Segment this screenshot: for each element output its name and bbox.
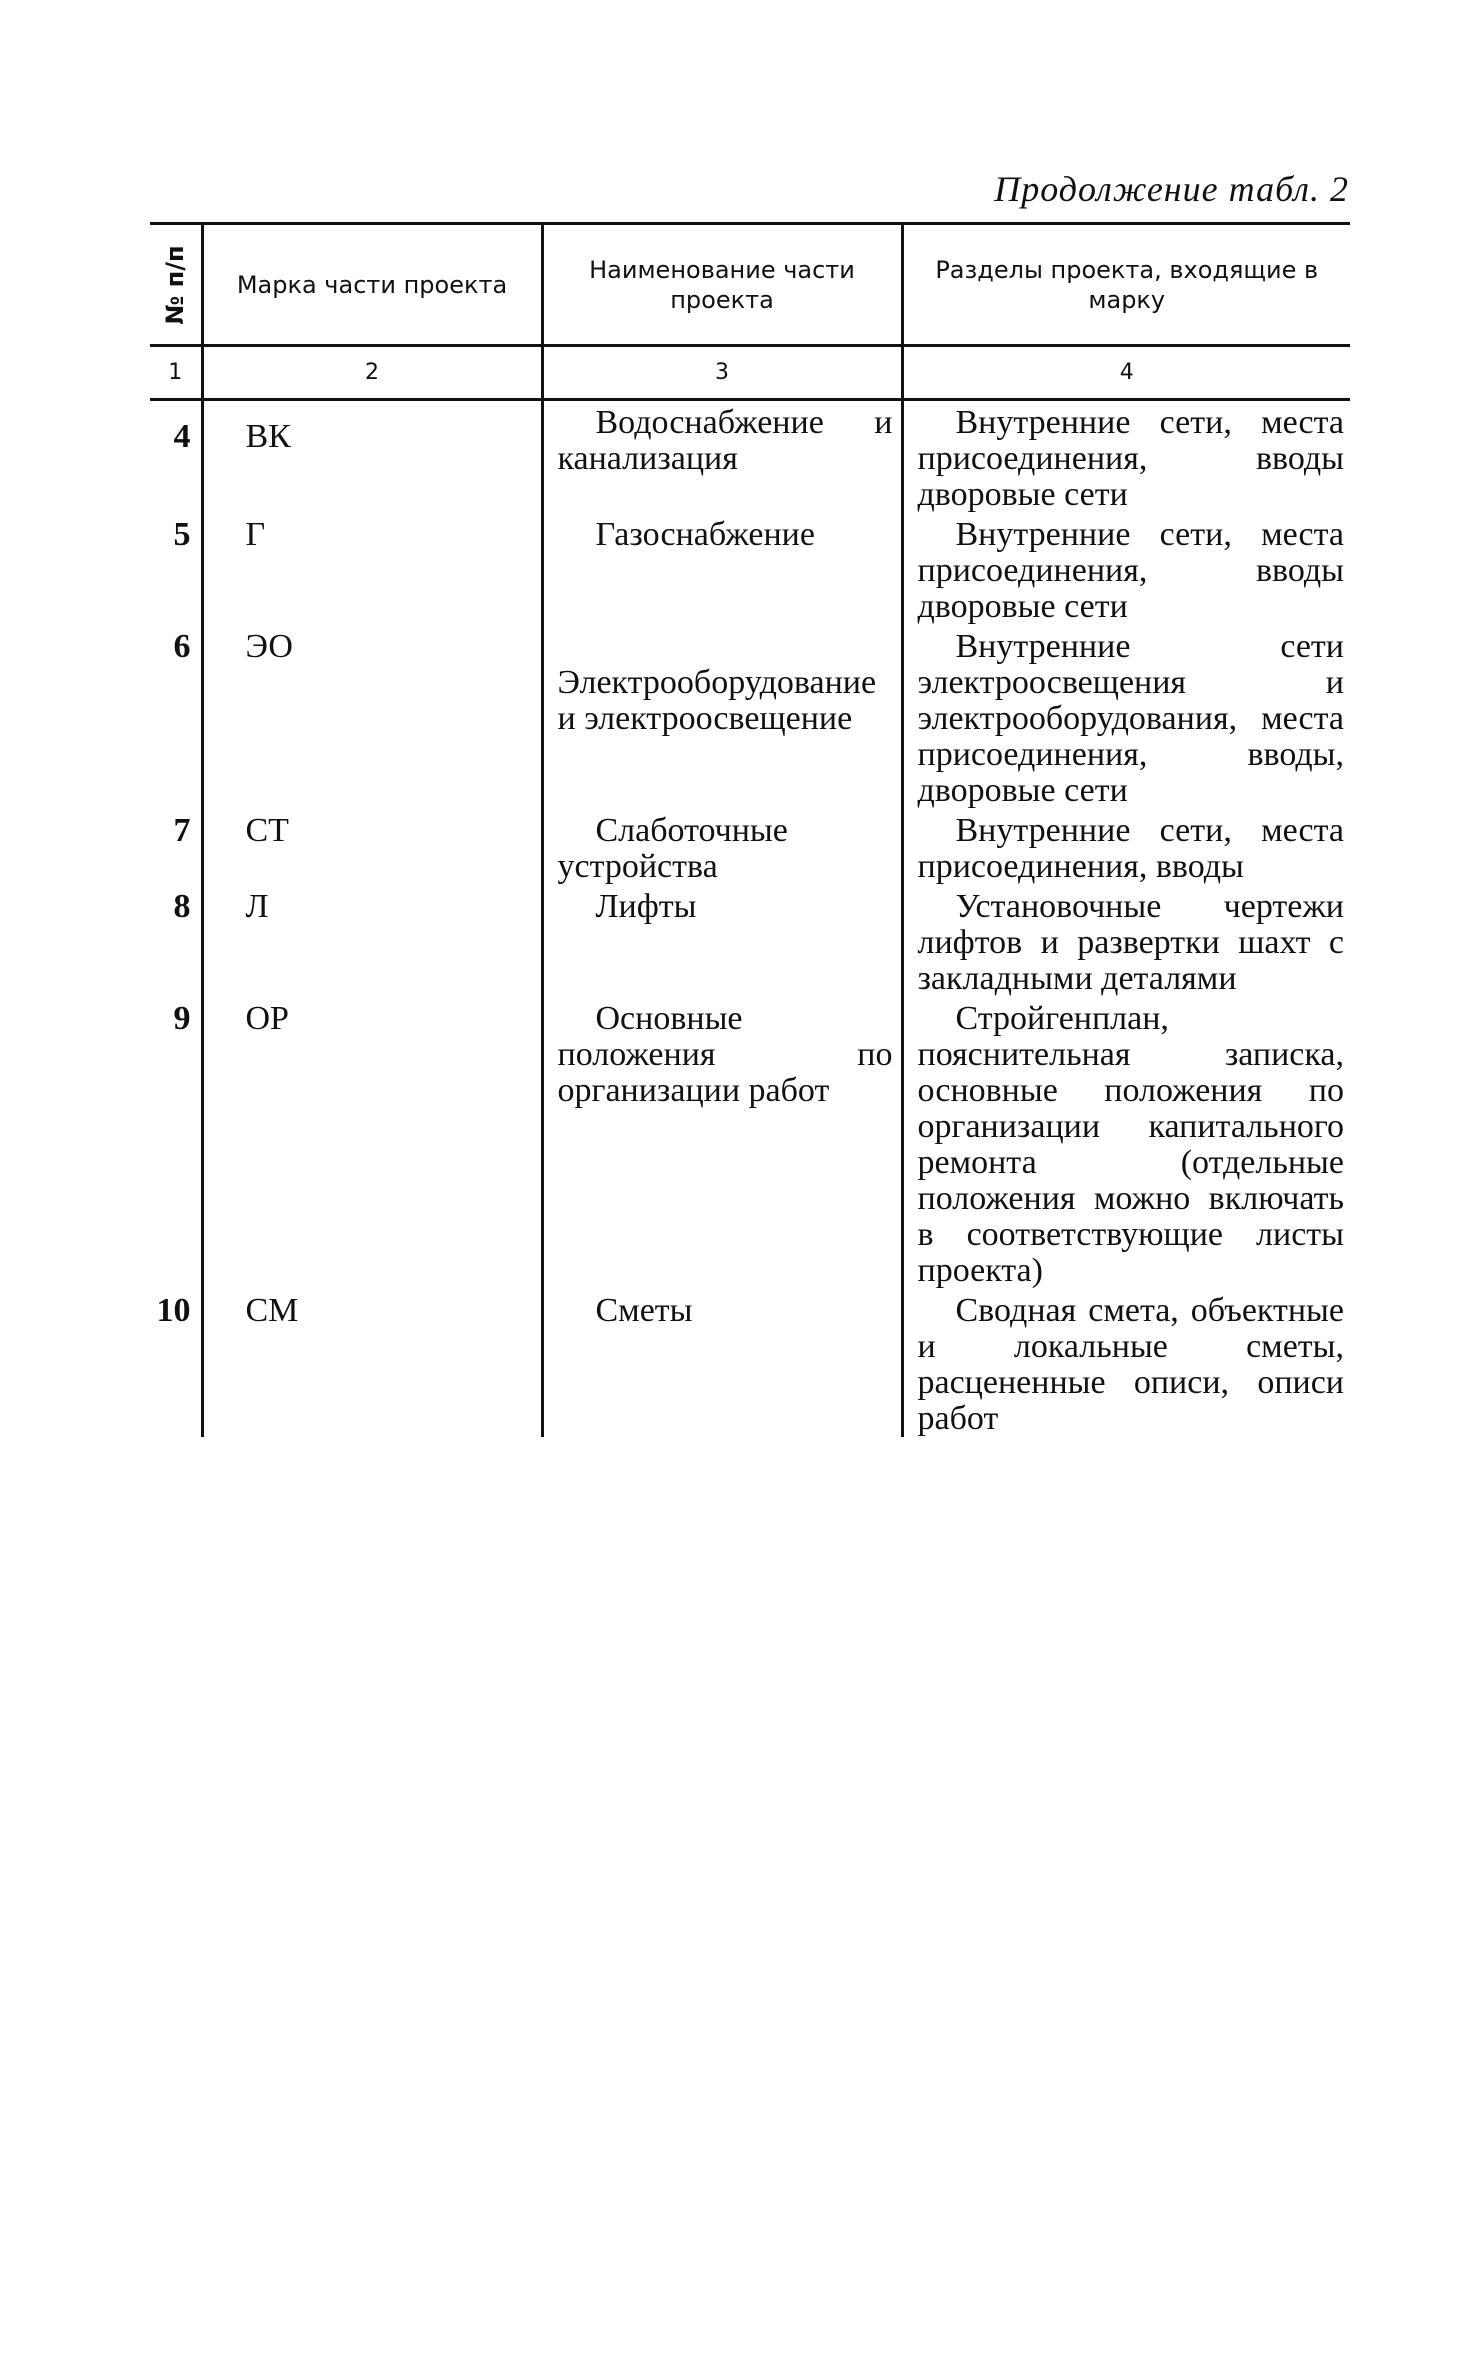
row-number: 4: [173, 418, 191, 455]
column-number: 2: [202, 346, 542, 400]
row-part-name-text: Основные положения по организации работ: [557, 1000, 893, 1109]
row-sections: [902, 1289, 1350, 1437]
row-sections-text: Установочные чертежи лифтов и развертки шахт с закладными деталями: [917, 888, 1344, 997]
row-part-name-text: Электрооборудование и электроосвещение: [557, 664, 877, 737]
row-number: 10: [156, 1292, 191, 1329]
row-sections: [902, 809, 1350, 885]
row-mark: ВК: [202, 400, 542, 514]
row-sections: [902, 885, 1350, 997]
column-header-number: [150, 224, 202, 346]
row-number: 9: [173, 1000, 191, 1037]
table-row: [150, 809, 1350, 885]
table-header-row: [150, 224, 1350, 346]
table-row: [150, 513, 1350, 625]
row-sections-text: Внутренние сети, места присоединения, вводы дворовые сети: [917, 404, 1344, 513]
table-row: [150, 997, 1350, 1289]
row-number: 6: [173, 628, 191, 665]
row-part-name: [542, 809, 902, 885]
row-mark: ОР: [202, 997, 542, 1289]
row-part-name-text: Слаботочные устройства: [557, 812, 788, 885]
column-numbers-row: [150, 346, 1350, 400]
column-header-number-label: № п/п: [161, 244, 190, 325]
row-part-name-text: Газоснабжение: [595, 516, 815, 553]
row-mark: СТ: [202, 809, 542, 885]
project-parts-table: [150, 222, 1350, 1437]
table-row: [150, 1289, 1350, 1437]
table-continuation-caption: Продолжение табл. 2: [994, 169, 1349, 209]
column-header-mark: Марка части проекта: [202, 224, 542, 346]
column-header-sections: Разделы проекта, входящие в марку: [902, 224, 1350, 346]
row-sections: [902, 997, 1350, 1289]
row-sections-text: Сводная смета, объектные и локальные сметы, расцененные описи, описи работ: [917, 1292, 1344, 1437]
row-sections-text: Внутренние сети электроосвещения и электрооборудования, места присоединения, вводы, дворовые сети: [917, 628, 1344, 809]
row-part-name-text: Водоснабжение и канализация: [557, 404, 893, 477]
column-number: 4: [902, 346, 1350, 400]
row-mark: Г: [202, 513, 542, 625]
row-part-name-text: Лифты: [595, 888, 697, 925]
row-part-name: [542, 625, 902, 809]
row-part-name: [542, 997, 902, 1289]
row-sections-text: Внутренние сети, места присоединения, вводы дворовые сети: [917, 516, 1344, 625]
table-row: [150, 400, 1350, 514]
row-sections-text: Внутренние сети, места присоединения, вводы: [917, 812, 1344, 885]
row-sections: [902, 513, 1350, 625]
row-part-name: [542, 513, 902, 625]
row-sections: [902, 400, 1350, 514]
column-number: 3: [542, 346, 902, 400]
row-part-name: [542, 400, 902, 514]
row-number: 7: [173, 812, 191, 849]
table-row: [150, 625, 1350, 809]
row-part-name: [542, 1289, 902, 1437]
table-row: [150, 885, 1350, 997]
row-number: 8: [173, 888, 191, 925]
row-part-name: [542, 885, 902, 997]
column-header-part-name: Наименование части проекта: [542, 224, 902, 346]
row-part-name-text: Сметы: [595, 1292, 693, 1329]
row-sections: [902, 625, 1350, 809]
row-mark: СМ: [202, 1289, 542, 1437]
row-sections-text: Стройгенплан, пояснительная записка, основные положения по организации капитального ремонта (отдельные положения можно включать в соответствующие листы проекта): [917, 1000, 1344, 1289]
row-mark: ЭО: [202, 625, 542, 809]
column-number: 1: [150, 346, 202, 400]
row-number: 5: [173, 516, 191, 553]
row-mark: Л: [202, 885, 542, 997]
